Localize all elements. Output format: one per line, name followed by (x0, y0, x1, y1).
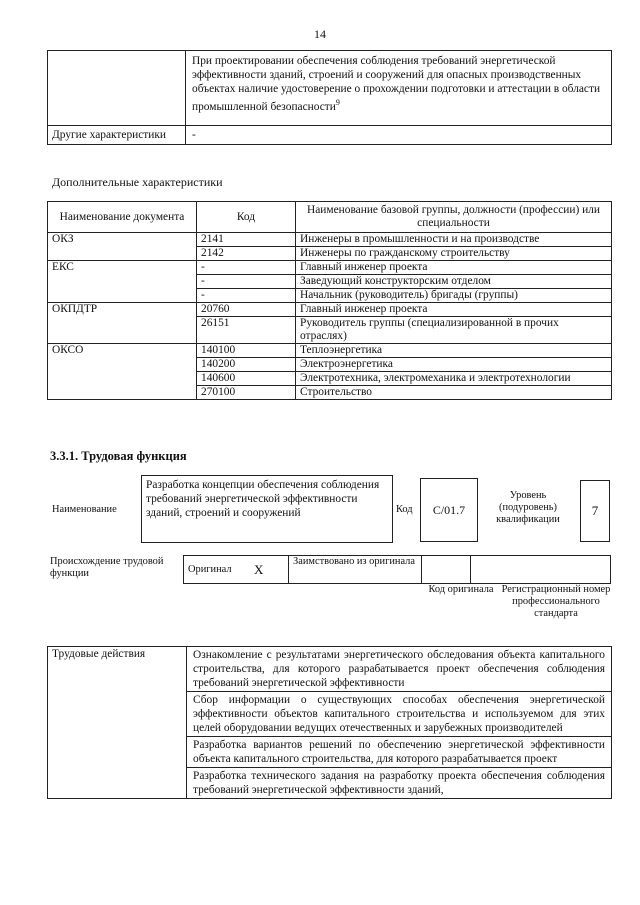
function-code-box: С/01.7 (420, 478, 478, 542)
code-original-caption: Код оригинала (428, 584, 494, 595)
reg-number-caption: Регистрационный номер профессионального стандарта (501, 584, 611, 619)
actions-table (47, 646, 612, 799)
additional-heading: Дополнительные характеристики (52, 175, 223, 189)
name-cell: Строительство (296, 386, 612, 400)
table-row (48, 386, 612, 400)
origin-table (183, 555, 611, 584)
footnote-mark: 9 (335, 98, 340, 107)
code-cell: 270100 (197, 386, 296, 400)
doc-cell (48, 317, 197, 344)
name-cell: Главный инженер проекта (296, 261, 612, 275)
code-cell: 20760 (197, 303, 296, 317)
characteristics-table (47, 201, 612, 400)
name-cell: Заведующий конструкторским отделом (296, 275, 612, 289)
origin-label: Происхождение трудовой функции (50, 556, 164, 579)
name-cell: Электротехника, электромеханика и электротехнологии (296, 372, 612, 386)
doc-cell: ОКСО (48, 344, 197, 358)
name-label: Наименование (52, 504, 117, 515)
requirements-cell (186, 51, 612, 126)
table-row (48, 372, 612, 386)
code-cell: - (197, 275, 296, 289)
table-row (48, 317, 612, 344)
table-row (48, 275, 612, 289)
table-row (48, 289, 612, 303)
code-cell: 140100 (197, 344, 296, 358)
table-row (48, 247, 612, 261)
name-cell: Инженеры в промышленности и на производстве (296, 233, 612, 247)
empty-cell (48, 51, 186, 126)
borrowed-label: Заимствовано из оригинала (289, 556, 422, 584)
name-cell: Инженеры по гражданскому строительству (296, 247, 612, 261)
name-cell: Теплоэнергетика (296, 344, 612, 358)
code-label: Код (396, 504, 413, 515)
header-name: Наименование базовой группы, должности (профессии) или специальности (296, 202, 612, 233)
name-cell: Главный инженер проекта (296, 303, 612, 317)
code-cell: 140200 (197, 358, 296, 372)
code-cell: - (197, 289, 296, 303)
doc-cell (48, 247, 197, 261)
action-item: Сбор информации о существующих способах обеспечения энергетической эффективности объектов капитального строительства и используемом для этих целей оборудовании ведущих отечественных и зарубежных производителей (187, 692, 612, 737)
action-item: Разработка технического задания на разработку проекта обеспечения соблюдения требований энергетической эффективности зданий, (187, 768, 612, 799)
doc-cell: ЕКС (48, 261, 197, 275)
table-row (48, 261, 612, 275)
doc-cell (48, 358, 197, 372)
reg-number-cell (471, 556, 611, 584)
code-cell: 2142 (197, 247, 296, 261)
code-original-cell (422, 556, 471, 584)
section-title: 3.3.1. Трудовая функция (50, 449, 187, 463)
name-cell: Руководитель группы (специализированной в прочих отраслях) (296, 317, 612, 344)
original-label: Оригинал (188, 563, 232, 575)
function-name-box: Разработка концепции обеспечения соблюдения требований энергетической эффективности зданий, строений и сооружений (141, 475, 393, 543)
header-code: Код (197, 202, 296, 233)
name-cell: Электроэнергетика (296, 358, 612, 372)
name-cell: Начальник (руководитель) бригады (группы) (296, 289, 612, 303)
doc-cell: ОКПДТР (48, 303, 197, 317)
table-row (48, 344, 612, 358)
requirements-table (47, 50, 612, 145)
doc-cell (48, 386, 197, 400)
action-item: Разработка вариантов решений по обеспечению энергетической эффективности объекта капитального строительства, для которого разрабатывается проект (187, 737, 612, 768)
level-box: 7 (580, 480, 610, 542)
table-row (48, 358, 612, 372)
header-document: Наименование документа (48, 202, 197, 233)
requirements-text: При проектировании обеспечения соблюдения требований энергетической эффективности зданий, строений и сооружений для опасных производственных объектах наличие удостоверение о прохождении подготовки и аттестации в области промышленной безопасности (192, 55, 601, 113)
code-cell: 2141 (197, 233, 296, 247)
table-row (48, 233, 612, 247)
action-item: Ознакомление с результатами энергетического обследования объекта капитального строительства, для которого разрабатывается проект обеспечения соблюдения требований энергетической эффективности (187, 647, 612, 692)
other-char-label: Другие характеристики (48, 126, 186, 145)
original-mark: X (250, 556, 289, 584)
table-row (48, 647, 612, 692)
actions-label: Трудовые действия (48, 647, 187, 799)
page-number: 14 (314, 27, 326, 41)
level-label: Уровень (подуровень) квалификации (496, 490, 560, 525)
code-cell: 140600 (197, 372, 296, 386)
doc-cell: ОКЗ (48, 233, 197, 247)
doc-cell (48, 275, 197, 289)
doc-cell (48, 372, 197, 386)
doc-cell (48, 289, 197, 303)
code-cell: - (197, 261, 296, 275)
code-cell: 26151 (197, 317, 296, 344)
other-char-value: - (186, 126, 612, 145)
table-row (48, 303, 612, 317)
